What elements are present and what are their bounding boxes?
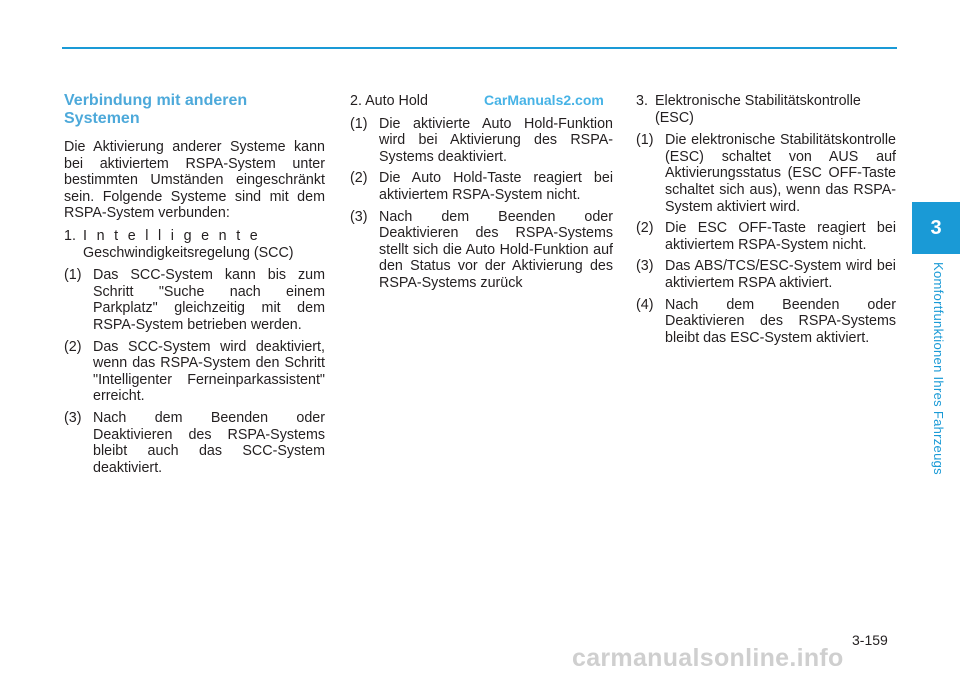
- chapter-tab: [912, 202, 960, 254]
- section-number: 1.: [64, 227, 76, 244]
- chapter-title: Komfortfunktionen Ihres Fahrzeugs: [931, 262, 946, 475]
- item-text: Nach dem Beenden oder Deaktivieren des RSPA-Systems stellt sich die Auto Hold-Funktion auf den Status vor der Aktivierung des RSPA-Systems zurück: [379, 208, 613, 291]
- list-item: [636, 297, 896, 347]
- item-text: Das SCC-System kann bis zum Schritt "Suche nach einem Parkplatz" gleichzeitig mit dem RSPA-System betrieben werden.: [93, 267, 325, 333]
- item-text: Die elektronische Stabilitätskontrolle (ESC) schaltet von AUS auf Aktivierungsstatus (ESC OFF-Taste schaltet sich aus), wenn das RSPA-System aktiviert wird.: [665, 132, 896, 215]
- intro-paragraph: Die Aktivierung anderer Systeme kann bei aktiviertem RSPA-System unter bestimmten Umständen eingeschränkt sein. Folgende Systeme sind mit dem RSPA-System verbunden:: [64, 139, 325, 222]
- list-item: [350, 170, 613, 203]
- section-title-word: Intelligente: [83, 227, 268, 244]
- item-number: (4): [636, 296, 654, 313]
- header-rule: [62, 47, 897, 49]
- site-watermark[interactable]: carmanualsonline.info: [572, 644, 844, 672]
- item-text: Das SCC-System wird deaktiviert, wenn das RSPA-System den Schritt "Intelligenter Ferneinparkassistent" erreicht.: [93, 338, 325, 405]
- section-3-title: [636, 93, 896, 126]
- column-2: [350, 93, 613, 297]
- item-text: Nach dem Beenden oder Deaktivieren des RSPA-Systems bleibt das ESC-System aktiviert.: [665, 296, 896, 346]
- section-2-title: 2. Auto Hold: [350, 93, 428, 109]
- list-item: [64, 410, 325, 476]
- item-number: (3): [636, 258, 654, 275]
- item-number: (1): [64, 267, 82, 284]
- chapter-number: 3: [930, 216, 942, 239]
- item-text: Die aktivierte Auto Hold-Funktion wird bei Aktivierung des RSPA-Systems deaktiviert.: [379, 115, 613, 165]
- item-number: (3): [64, 409, 82, 426]
- section-title-text: Elektronische Stabilitätskontrolle (ESC): [655, 93, 861, 126]
- section-1-title: [64, 228, 325, 261]
- item-number: (1): [350, 115, 368, 132]
- list-item: [636, 132, 896, 215]
- item-number: (2): [350, 170, 368, 187]
- section-heading: Verbindung mit anderen Systemen: [64, 92, 248, 127]
- page-number: 3-159: [852, 632, 888, 648]
- item-text: Die Auto Hold-Taste reagiert bei aktiviertem RSPA-System nicht.: [379, 170, 613, 203]
- section-title-rest: Geschwindigkeitsregelung (SCC): [83, 244, 294, 261]
- list-item: [64, 339, 325, 405]
- list-item: [636, 258, 896, 291]
- list-item: [350, 116, 613, 166]
- item-number: (2): [636, 220, 654, 237]
- list-item: [350, 209, 613, 292]
- column-3: [636, 93, 896, 351]
- list-item: [64, 267, 325, 333]
- item-text: Die ESC OFF-Taste reagiert bei aktiviertem RSPA-System nicht.: [665, 220, 896, 253]
- item-number: (2): [64, 338, 82, 355]
- section-number: 3.: [636, 93, 648, 109]
- item-number: (1): [636, 132, 654, 149]
- item-number: (3): [350, 208, 368, 225]
- column-1: [64, 92, 325, 481]
- watermark-text[interactable]: CarManuals2.com: [484, 92, 604, 108]
- item-text: Nach dem Beenden oder Deaktivieren des RSPA-Systems bleibt auch das SCC-System deaktiviert.: [93, 409, 325, 476]
- item-text: Das ABS/TCS/ESC-System wird bei aktiviertem RSPA aktiviert.: [665, 258, 896, 291]
- list-item: [636, 220, 896, 253]
